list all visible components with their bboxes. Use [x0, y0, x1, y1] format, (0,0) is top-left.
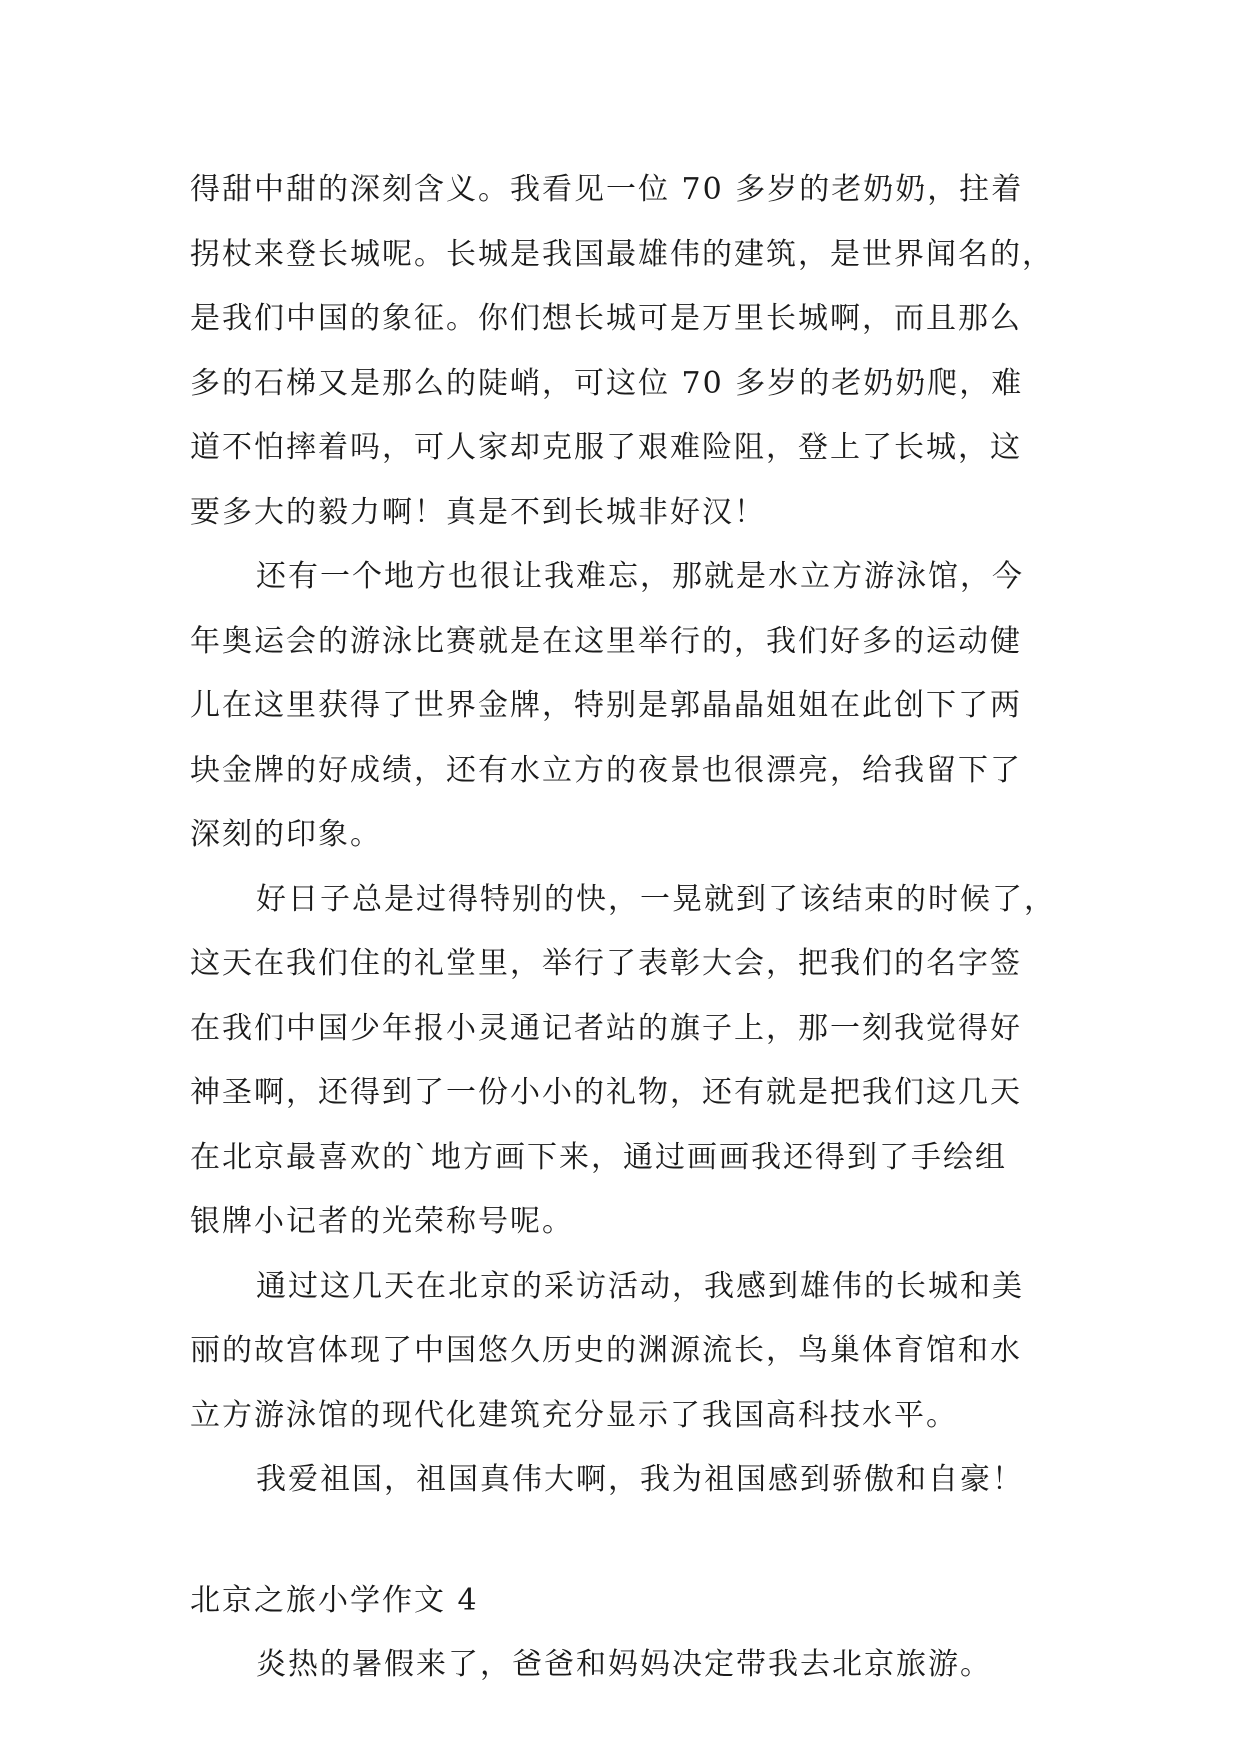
- text-line: 这天在我们住的礼堂里，举行了表彰大会，把我们的名字签: [190, 946, 1022, 981]
- text-line: 银牌小记者的光荣称号呢。: [190, 1204, 574, 1239]
- text-line: 我爱祖国，祖国真伟大啊，我为祖国感到骄傲和自豪！: [256, 1462, 1024, 1497]
- text-line: 通过这几天在北京的采访活动，我感到雄伟的长城和美: [256, 1268, 1024, 1304]
- text-line: 丽的故宫体现了中国悠久历史的渊源流长，鸟巢体育馆和水: [190, 1333, 1022, 1368]
- text-line: 神圣啊，还得到了一份小小的礼物，还有就是把我们这几天: [190, 1075, 1022, 1110]
- section-gap: [190, 1513, 1050, 1569]
- text-line: 块金牌的好成绩，还有水立方的夜景也很漂亮，给我留下了: [190, 752, 1022, 788]
- text-line: 儿在这里获得了世界金牌，特别是郭晶晶姐姐在此创下了两: [190, 688, 1022, 723]
- document-body: [190, 158, 1056, 1698]
- text-line: 深刻的印象。: [190, 817, 382, 852]
- section-heading: 北京之旅小学作文 4: [190, 1582, 479, 1618]
- text-line: 得甜中甜的深刻含义。我看见一位 70 多岁的老奶奶，拄着: [190, 172, 1024, 207]
- text-line: 在北京最喜欢的`地方画下来，通过画画我还得到了手绘组: [190, 1139, 1007, 1175]
- text-line: 好日子总是过得特别的快，一晃就到了该结束的时候了，: [256, 881, 1056, 917]
- text-line: 是我们中国的象征。你们想长城可是万里长城啊，而且那么: [190, 301, 1022, 336]
- text-line: 多的石梯又是那么的陡峭，可这位 70 多岁的老奶奶爬，难: [190, 365, 1024, 401]
- text-line: 要多大的毅力啊！真是不到长城非好汉！: [190, 494, 766, 530]
- text-line: 还有一个地方也很让我难忘，那就是水立方游泳馆，今: [256, 559, 1024, 594]
- text-line: 年奥运会的游泳比赛就是在这里举行的，我们好多的运动健: [190, 623, 1022, 659]
- text-line: 道不怕摔着吗，可人家却克服了艰难险阻，登上了长城，这: [190, 430, 1022, 465]
- text-line: 拐杖来登长城呢。长城是我国最雄伟的建筑，是世界闻名的，: [190, 236, 1054, 272]
- text-line: 炎热的暑假来了，爸爸和妈妈决定带我去北京旅游。: [256, 1647, 992, 1682]
- text-line: 立方游泳馆的现代化建筑充分显示了我国高科技水平。: [190, 1397, 958, 1433]
- text-line: 在我们中国少年报小灵通记者站的旗子上，那一刻我觉得好: [190, 1010, 1022, 1046]
